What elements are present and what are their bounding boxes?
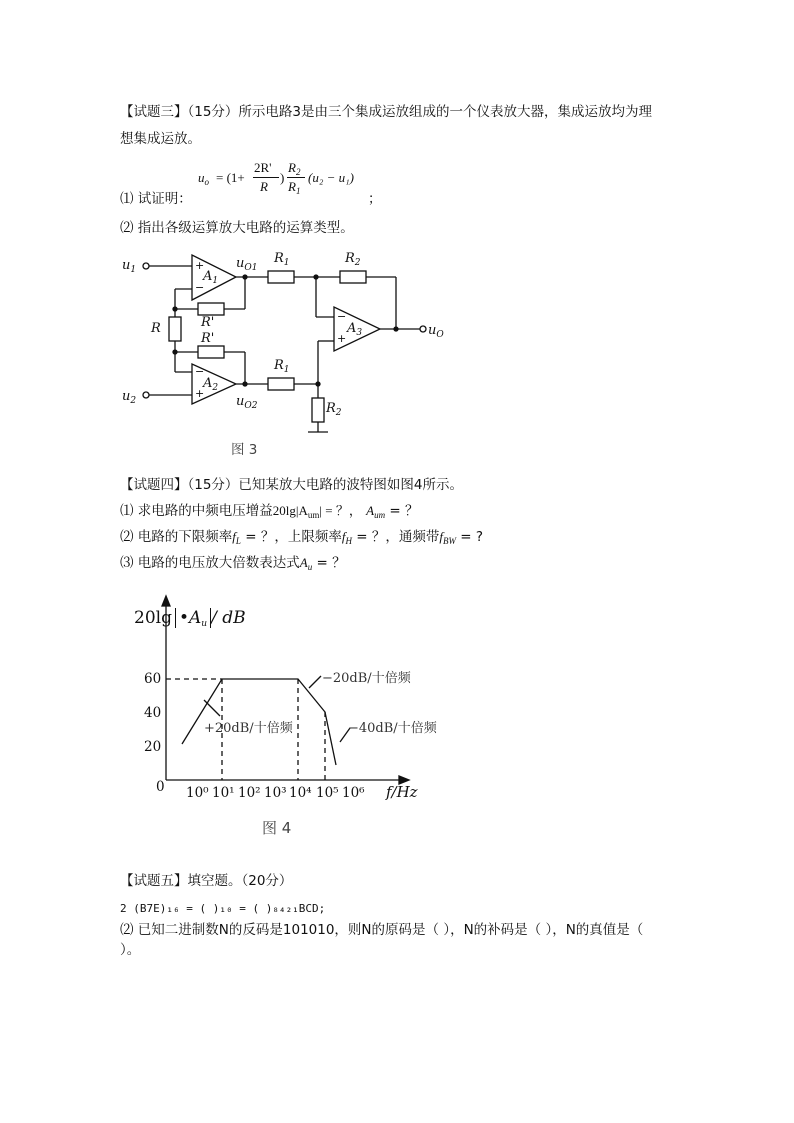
a3-minus: − — [337, 310, 347, 323]
ytick-40: 40 — [144, 705, 162, 721]
q5-line3: ）。 — [120, 942, 141, 958]
a2-plus: + — [195, 387, 205, 400]
annotation-plus20: +20dB/十倍频 — [204, 721, 293, 736]
figure-3-caption: 图 3 — [231, 442, 258, 458]
label-uo1: $u_{O1}$ — [236, 256, 258, 273]
label-rp-top: R' — [201, 315, 215, 330]
label-a3: $A_3$ — [347, 321, 363, 338]
xtick-10-3: 10³ — [264, 785, 287, 801]
bode-xlabel: f/Hz — [386, 783, 418, 801]
label-r: R — [151, 321, 161, 336]
q4-part1: ⑴ 求电路的中频电压增益$20\lg|A_{um}|$ = ？， $A_{um}$ = ？ — [120, 503, 419, 520]
xtick-10-5: 10⁵ — [316, 785, 339, 801]
ytick-60: 60 — [144, 671, 162, 687]
label-u2: $u_2$ — [122, 389, 137, 406]
label-r1-top: $R_1$ — [274, 251, 290, 268]
bode-ylabel: 20lg $•A_u$ / dB — [134, 608, 246, 629]
q5-line2: ⑵ 已知二进制数N的反码是101010，则N的原码是（ ），N的补码是（ ），N的真值是（ — [120, 922, 644, 938]
label-r2-top: $R_2$ — [345, 251, 361, 268]
label-rp-bot: R' — [201, 331, 215, 346]
q3-part1-label: ⑴ 试证明： — [120, 191, 192, 207]
a1-minus: − — [195, 281, 205, 294]
label-u1: $u_1$ — [122, 258, 137, 275]
label-r2-bot: $R_2$ — [326, 401, 342, 418]
q5-title: 【试题五】填空题。（20分） — [120, 873, 293, 889]
xtick-10-1: 10¹ — [212, 785, 235, 801]
label-r1-bot: $R_1$ — [274, 358, 290, 375]
xtick-10-2: 10² — [238, 785, 261, 801]
annotation-minus20: −20dB/十倍频 — [322, 671, 411, 686]
q3-title-line1: 【试题三】（15分）所示电路3是由三个集成运放组成的一个仪表放大器，集成运放均为理 — [120, 104, 653, 120]
xtick-10-4: 10⁴ — [289, 785, 312, 801]
ytick-20: 20 — [144, 739, 162, 755]
xtick-10-6: 10⁶ — [342, 785, 365, 801]
xtick-10-0: 10⁰ — [186, 785, 209, 801]
label-a1: $A_1$ — [203, 269, 219, 286]
q3-formula: $u_o$ = (1+ 2R' R ) $R_2$ $R_1$ (u₂ − u₁) — [198, 160, 354, 196]
q4-title: 【试题四】（15分）已知某放大电路的波特图如图4所示。 — [120, 477, 464, 493]
q3-title-line2: 想集成运放。 — [120, 131, 201, 147]
label-uo2: $u_{O2}$ — [236, 394, 258, 411]
q3-part1-end: ； — [368, 191, 382, 207]
label-a2: $A_2$ — [203, 376, 219, 393]
a1-plus: + — [195, 259, 205, 272]
q5-line1: 2 (B7E)₁₆ = ( )₁₀ = ( )₈₄₂₁BCD; — [120, 902, 326, 915]
ytick-0: 0 — [156, 779, 165, 795]
q4-part3: ⑶ 电路的电压放大倍数表达式$A_u$ = ？ — [120, 555, 346, 572]
label-uo: $u_O$ — [428, 323, 444, 340]
a3-plus: + — [337, 332, 347, 345]
annotation-minus40: −40dB/十倍频 — [348, 721, 437, 736]
figure-4-caption: 图 4 — [262, 819, 292, 837]
q3-part2: ⑵ 指出各级运算放大电路的运算类型。 — [120, 220, 354, 236]
a2-minus: − — [195, 365, 205, 378]
q4-part2: ⑵ 电路的下限频率$f_L$ = ？，上限频率$f_H$ = ？，通频带$f_{BW}$ = ? — [120, 529, 484, 546]
